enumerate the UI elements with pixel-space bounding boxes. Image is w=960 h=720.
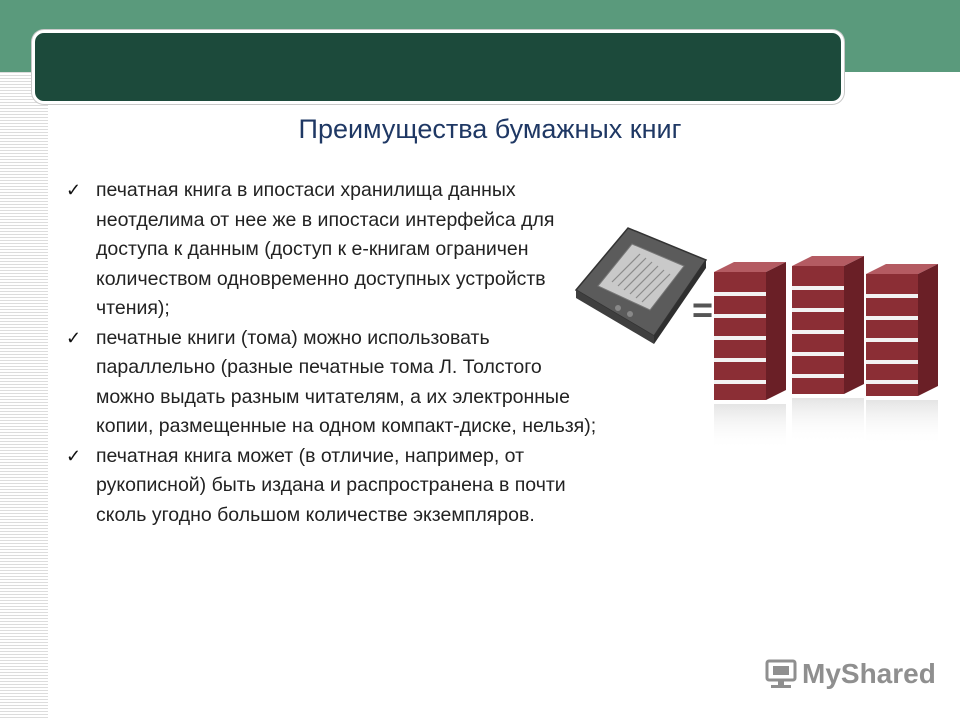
bullet-text: печатные книги (тома) можно использовать параллельно (разные печатные тома Л. Толстого можно выдать разным читателям, а их электронные копии, размещенные на одном компакт-диске, нельзя); xyxy=(96,326,597,437)
monitor-icon xyxy=(764,658,798,690)
list-item xyxy=(62,176,602,324)
list-item xyxy=(62,324,602,442)
title-bar xyxy=(32,30,844,104)
check-icon: ✓ xyxy=(66,445,82,466)
bullet-text: печатная книга в ипостаси хранилища данных неотделима от нее же в ипостаси интерфейса для доступа к данным (доступ к е-книгам ограничен количеством одновременно доступных устройств чтения); xyxy=(96,179,555,319)
slide-title: Преимущества бумажных книг xyxy=(298,114,682,144)
equals-sign: = xyxy=(692,289,714,330)
check-icon: ✓ xyxy=(66,327,82,348)
bullet-text: печатная книга может (в отличие, например, от рукописной) быть издана и распространена в почти сколь угодно большом количестве экземпляров. xyxy=(96,444,566,526)
list-item xyxy=(62,442,602,531)
book-stack xyxy=(792,256,864,444)
bullet-list xyxy=(62,176,602,530)
check-icon: ✓ xyxy=(66,180,82,200)
watermark-text: MyShared xyxy=(802,658,936,689)
left-stripe-decoration xyxy=(0,72,48,720)
book-stack xyxy=(866,264,938,446)
book-stacks xyxy=(714,256,938,450)
book-stack xyxy=(714,262,786,450)
ereader-vs-books-illustration xyxy=(568,226,948,456)
myshared-logo xyxy=(764,656,936,692)
ereader-icon xyxy=(576,228,706,344)
